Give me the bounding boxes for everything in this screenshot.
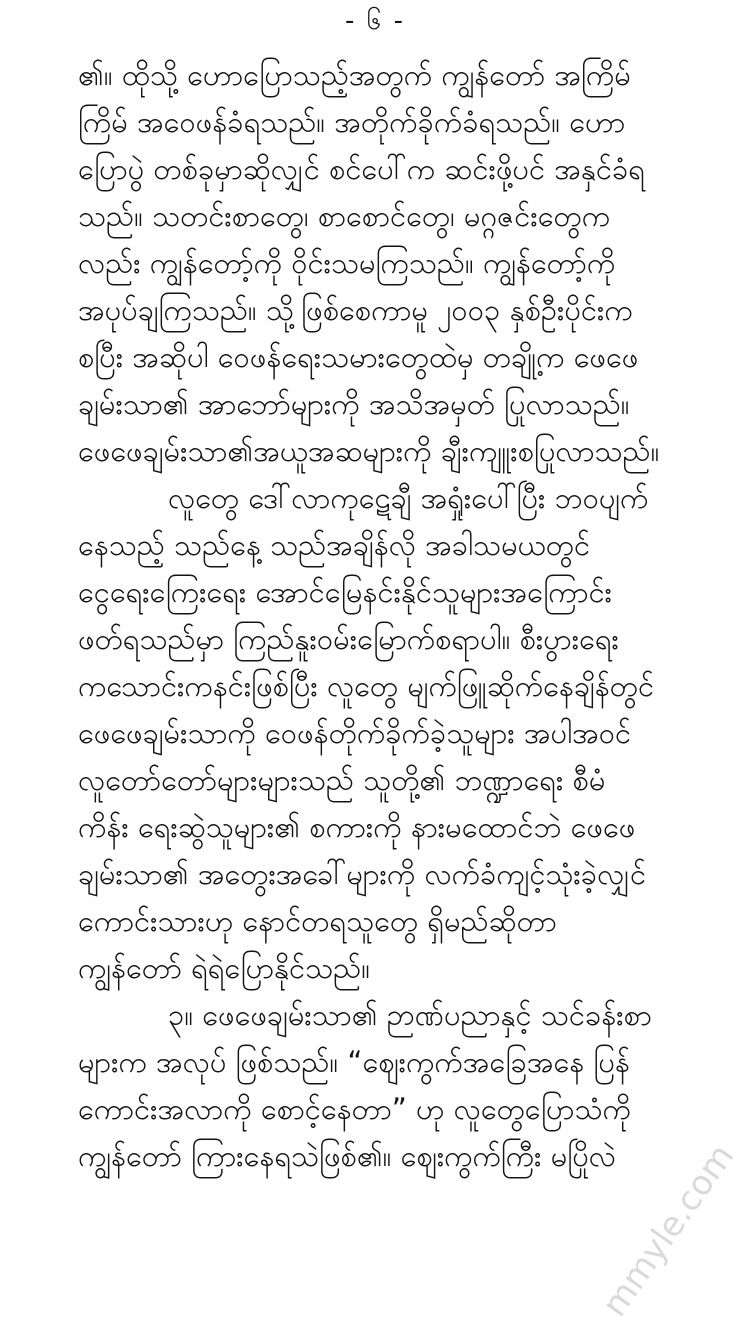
text-line: ဖတ်ရသည်မှာ ကြည်နူးဝမ်းမြောက်စရာပါ။ စီးပွားရေး: [78, 622, 619, 656]
text-line: ကျွန်တော် ကြားနေရသဲဖြစ်၏။ ဈေးကွက်ကြီး မပြိုလဲ: [78, 1139, 616, 1173]
text-line: နေသည့် သည်နေ့ သည်အချိန်လို အခါသမယတွင်: [78, 528, 591, 562]
text-line: လူတော်တော်များများသည် သူတို့၏ ဘဏ္ဍာရေး စီမံ: [78, 763, 606, 797]
text-line: ဖေဖေချမ်းသာကို ဝေဖန်တိုက်ခိုက်ခဲ့သူများ အပါအဝင်: [78, 716, 632, 750]
text-line: ၏။ ထိုသို့ ဟောပြောသည့်အတွက် ကျွန်တော် အကြိမ်: [78, 58, 631, 92]
text-line: ငွေရေးကြေးရေး အောင်မြေနင်းနိုင်သူများအကြောင်း: [78, 575, 613, 609]
text-line: ချမ်းသာ၏ အာဘော်များကို အသိအမှတ် ပြုလာသည်။: [78, 387, 630, 421]
paragraph-start-line: လူတွေ ဒေါ်လာကုဋေချီ အရှုံးပေါ်ပြီး ဘဝပျက်: [168, 481, 649, 515]
text-line: ကသောင်းကနင်းဖြစ်ပြီး လူတွေ မျက်ဖြူဆိုက်နေချိန်တွင်: [78, 669, 655, 703]
watermark-text: mmyle.com: [594, 1137, 742, 1324]
text-line: အပုပ်ချကြသည်။ သို့ဖြစ်စေကာမူ ၂၀၀၃ နှစ်ဦးပိုင်းက: [78, 293, 633, 327]
paragraph-start-line: ၃။ ဖေဖေချမ်းသာ၏ ဉာဏ်ပညာနှင့် သင်ခန်းစာ: [168, 998, 652, 1032]
text-line: ကောင်းအလာကို စောင့်နေတာ” ဟု လူတွေပြောသံကို: [78, 1092, 631, 1126]
text-line: ကိန်း ရေးဆွဲသူများ၏ စကားကို နားမထောင်ဘဲ ဖေဖေ: [78, 810, 636, 844]
text-line: စပြီး အဆိုပါ ဝေဖန်ရေးသမားတွေထဲမှ တချို့က ဖေဖေ: [78, 340, 639, 374]
text-line: ကောင်းသားဟု နောင်တရသူတွေ ရှိမည်ဆိုတာ: [78, 904, 557, 938]
text-line: ကျွန်တော် ရဲရဲပြောနိုင်သည်။: [78, 951, 370, 985]
text-line: ချမ်းသာ၏ အတွေးအခေါ်များကို လက်ခံကျင့်သုံးခဲ့လျှင်: [78, 857, 647, 891]
text-line: ကြိမ် အဝေဖန်ခံရသည်။ အတိုက်ခိုက်ခံရသည်။ ဟော: [78, 105, 626, 139]
text-line: လည်း ကျွန်တော့်ကို ဝိုင်းသမကြသည်။ ကျွန်တော့်ကို: [78, 246, 616, 280]
text-line: သည်။ သတင်းစာတွေ၊ စာစောင်တွေ၊ မဂ္ဂဇင်းတွေက: [78, 199, 611, 233]
text-line: ပြောပွဲ တစ်ခုမှာဆိုလျှင် စင်ပေါ်က ဆင်းဖို့ပင် အနှင်ခံရ: [78, 152, 645, 186]
text-line: များက အလုပ် ဖြစ်သည်။ “ဈေးကွက်အခြေအနေ ပြန်: [78, 1045, 630, 1079]
page-number: - ၆ -: [345, 6, 405, 36]
text-line: ဖေဖေချမ်းသာ၏အယူအဆများကို ချီးကျူးစပြုလာသည်။: [78, 434, 660, 468]
